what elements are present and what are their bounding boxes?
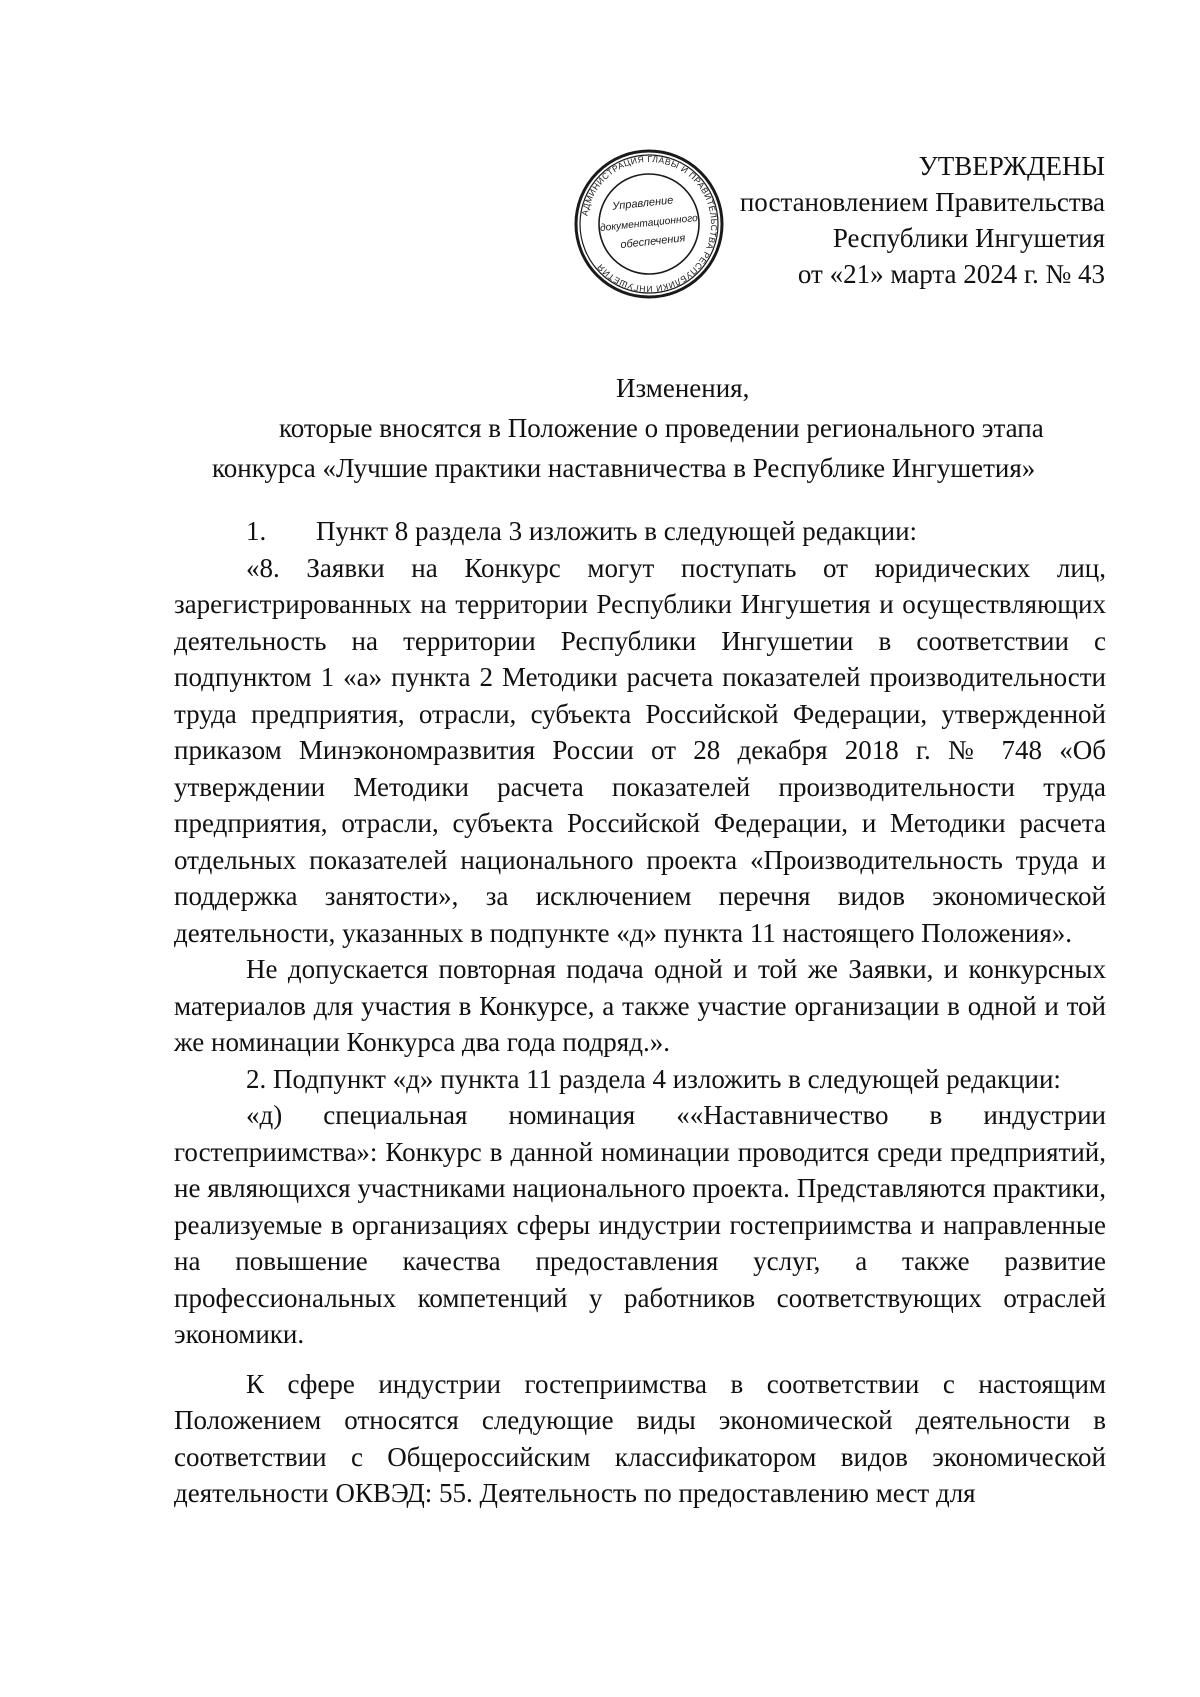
title-line: Изменения, bbox=[616, 373, 750, 403]
approval-heading: УТВЕРЖДЕНЫ bbox=[918, 151, 1105, 181]
list-item-number: 1. bbox=[246, 516, 267, 546]
document-body bbox=[174, 513, 1106, 1512]
approval-line: Республики Ингушетия bbox=[832, 223, 1105, 253]
title-line: которые вносятся в Положение о проведении регионального этапа bbox=[279, 413, 1044, 443]
paragraph: К сфере индустрии гостеприимства в соответствии с настоящим Положением относятся следующие виды экономической деятельности в соответствии с Общероссийским классификатором видов экономической деятельности ОКВЭД: 55. Деятельность по предоставлению мест для bbox=[174, 1368, 1106, 1508]
seal-text-line: обеспечения bbox=[619, 232, 686, 252]
paragraph: «д) специальная номинация ««Наставничество в индустрии гостеприимства»: Конкурс в данной номинации проводится среди предприятий, не являющихся участниками национального проекта. Представляются практики, реализуемые в организациях сферы индустрии гостеприимства и направленные на повышение качества предоставления услуг, а также развитие профессиональных компетенций у работников соответствующих отраслей экономики. bbox=[174, 1100, 1106, 1349]
approval-line: постановлением Правительства bbox=[739, 187, 1105, 217]
seal-text-line: документационного bbox=[599, 212, 699, 235]
list-item-text: Пункт 8 раздела 3 изложить в следующей редакции: bbox=[316, 516, 918, 546]
seal-ring-text: АДМИНИСТРАЦИЯ ГЛАВЫ И ПРАВИТЕЛЬСТВА РЕСПУБЛИКИ ИНГУШЕТИЯ bbox=[579, 153, 720, 295]
list-item-1 bbox=[174, 513, 1106, 550]
approval-block bbox=[685, 148, 1105, 292]
official-seal bbox=[573, 148, 725, 300]
paragraph: «8. Заявки на Конкурс могут поступать от юридических лиц, зарегистрированных на территории Республики Ингушетия и осуществляющих деятельность на территории Республики Ингушетии в соответствии с подпунктом 1 «а» пункта 2 Методики расчета показателей производительности труда предприятия, отрасли, субъекта Российской Федерации, утвержденной приказом Минэкономразвития России от 28 декабря 2018 г. № 748 «Об утверждении Методики расчета показателей производительности труда предприятия, отрасли, субъекта Российской Федерации, и Методики расчета отдельных показателей национального проекта «Производительность труда и поддержка занятости», за исключением перечня видов экономической деятельности, указанных в подпункте «д» пункта 11 настоящего Положения». bbox=[174, 552, 1106, 948]
paragraph: Не допускается повторная подача одной и той же Заявки, и конкурсных материалов для участия в Конкурсе, а также участие организации в одной и той же номинации Конкурса два года подряд.». bbox=[174, 954, 1106, 1057]
title-line: конкурса «Лучшие практики наставничества в Республике Ингушетия» bbox=[212, 453, 1036, 483]
approval-date: от «21» марта 2024 г. № 43 bbox=[797, 259, 1105, 289]
seal-text-line: Управление bbox=[611, 194, 674, 213]
paragraph: 2. Подпункт «д» пункта 11 раздела 4 изложить в следующей редакции: bbox=[246, 1063, 1061, 1094]
